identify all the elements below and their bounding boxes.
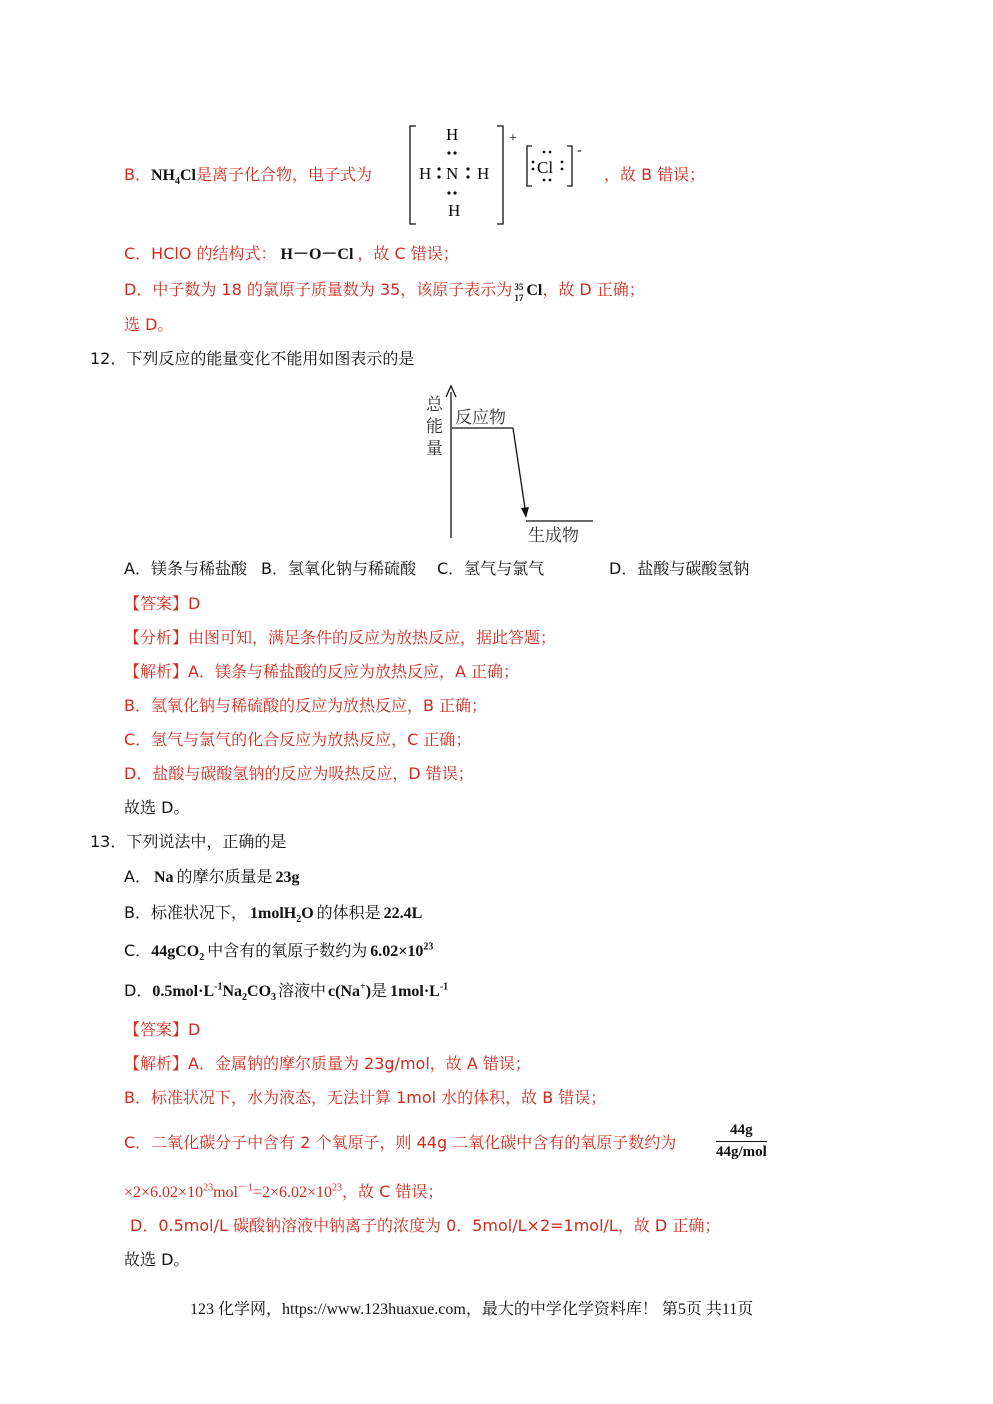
axis-label-char: 量 — [426, 439, 443, 458]
subscript: 2 — [296, 914, 302, 926]
q12-explanation-c: C．氢气与氯气的化合反应为放热反应，C 正确； — [124, 730, 472, 749]
subscript: 2 — [242, 992, 248, 1004]
q12-analysis: 【分析】由图可知，满足条件的反应为放热反应，据此答题； — [124, 628, 557, 647]
charge-minus: - — [577, 143, 582, 158]
option-text: 的体积是 — [316, 903, 381, 922]
q13-explanation-c — [124, 1132, 676, 1154]
lewis-h-right: H — [477, 164, 490, 183]
superscript: + — [360, 981, 366, 993]
mass-number: 35 — [514, 282, 524, 292]
formula — [328, 983, 371, 1000]
energy-diagram — [415, 382, 605, 550]
electron-dot — [447, 151, 450, 154]
fraction-44g-over-44g-per-mol — [716, 1122, 767, 1161]
option-label: A． — [124, 867, 151, 886]
q11-choice: 选 D。 — [124, 315, 174, 334]
formula-part: 1molH — [249, 905, 297, 922]
formula-part: CO — [247, 983, 272, 1000]
superscript: 23 — [423, 941, 434, 953]
product-label: 生成物 — [528, 526, 579, 545]
atomic-number: 17 — [514, 293, 524, 303]
option-text: 的摩尔质量是 — [176, 867, 273, 886]
formula-part: 6.02×10 — [370, 943, 424, 960]
q13-option-d — [124, 980, 448, 1003]
explanation-text: C．二氧化碳分子中含有 2 个氧原子，则 44g 二氧化碳中含有的氧原子数约为 — [124, 1133, 677, 1152]
axis-label-char: 总 — [426, 395, 443, 414]
formula: 22.4L — [383, 905, 423, 922]
formula — [390, 983, 448, 1000]
superscript: －1 — [237, 1182, 253, 1194]
q11-option-b — [124, 164, 372, 187]
bracket-right — [567, 146, 572, 186]
subscript: 2 — [199, 952, 205, 964]
structural-formula: H－O－Cl — [280, 246, 354, 263]
q12-choice: 故选 D。 — [124, 798, 190, 817]
lewis-n: N — [446, 164, 459, 183]
bracket-left — [410, 126, 416, 224]
formula-part: Na — [222, 983, 243, 1000]
energy-drop-line — [513, 428, 526, 515]
formula: Na — [153, 869, 174, 886]
q12-answer: 【答案】D — [124, 594, 201, 613]
option-text: 是离子化合物，电子式为 — [195, 165, 372, 184]
option-text: ，故 C 错误； — [357, 244, 459, 263]
formula-part: ) — [365, 983, 372, 1000]
subscript: 3 — [271, 992, 277, 1004]
ammonium-chloride-lewis-structure — [405, 118, 605, 230]
element-symbol: Cl — [526, 282, 543, 299]
q12-option-b: B．氢氧化钠与稀硫酸 — [261, 559, 416, 578]
superscript: 23 — [332, 1182, 343, 1194]
denominator: 44g/mol — [716, 1144, 767, 1160]
lewis-h-bottom: H — [448, 201, 461, 220]
electron-dot — [447, 191, 450, 194]
q13-explanation-c-continued — [124, 1181, 443, 1204]
q12-option-d: D．盐酸与碳酸氢钠 — [609, 559, 750, 578]
question-number: 12． — [90, 349, 127, 368]
superscript: 23 — [203, 1182, 214, 1194]
formula-part: 1mol·L — [390, 983, 440, 1000]
q11-option-b-tail: ，故 B 错误； — [604, 165, 706, 184]
explanation-text: ×2×6.02×10 — [124, 1184, 204, 1201]
page-footer: 123 化学网，https://www.123huaxue.com，最大的中学化学资料库！ 第5页 共11页 — [190, 1301, 754, 1318]
option-text: 溶液中 — [278, 981, 327, 1000]
formula-part: c(Na — [328, 983, 361, 1000]
q12-option-c: C．氢气与氯气 — [437, 559, 545, 578]
question-text: 下列反应的能量变化不能用如图表示的是 — [126, 349, 415, 368]
formula-part: 44gCO — [151, 943, 200, 960]
q13-explanation-d: D．0.5mol/L 碳酸钠溶液中钠离子的浓度为 0．5mol/L×2=1mol/L，故 D 正确； — [130, 1216, 721, 1235]
explanation-text: mol — [213, 1184, 238, 1201]
formula — [370, 943, 433, 960]
q13-answer: 【答案】D — [124, 1020, 201, 1039]
option-text: 是 — [371, 981, 388, 1000]
lewis-h-left: H — [419, 164, 432, 183]
charge-plus: + — [509, 131, 517, 146]
q12-explanation-a: 【解析】A．镁条与稀盐酸的反应为放热反应，A 正确； — [124, 662, 519, 681]
formula — [152, 981, 277, 1004]
option-text: 中含有的氧原子数约为 — [207, 941, 368, 960]
formula-nh4cl: $NH_4Cl$ — [150, 167, 196, 188]
option-text: B．标准状况下， — [124, 903, 247, 922]
q13-option-c — [124, 940, 433, 963]
superscript: -1 — [214, 981, 223, 993]
arrow-head — [521, 507, 529, 518]
nuclide-symbol — [514, 280, 542, 302]
numerator: 44g — [716, 1122, 767, 1142]
q13-option-a — [124, 866, 300, 889]
formula — [151, 943, 205, 964]
explanation-text: =2×6.02×10 — [252, 1184, 333, 1201]
bracket-right — [497, 126, 503, 224]
q13-choice: 故选 D。 — [124, 1250, 190, 1269]
formula-part: O — [301, 905, 314, 922]
option-label: D． — [124, 981, 153, 1000]
q13-explanation-b: B．标准状况下，水为液态，无法计算 1mol 水的体积，故 B 错误； — [124, 1088, 607, 1107]
axis-label-char: 能 — [426, 417, 443, 436]
bracket-left — [527, 146, 532, 186]
formula: 23g — [275, 869, 300, 886]
q12-explanation-b: B．氢氧化钠与稀硫酸的反应为放热反应，B 正确； — [124, 696, 488, 715]
question-text: 下列说法中，正确的是 — [126, 832, 287, 851]
q11-option-d — [124, 279, 645, 302]
superscript: -1 — [439, 981, 449, 993]
electron-dot — [453, 191, 456, 194]
option-text: C．HClO 的结构式： — [124, 244, 277, 263]
explanation-text: ，故 C 错误； — [342, 1182, 444, 1201]
q11-option-c — [124, 243, 459, 266]
electron-dot — [453, 151, 456, 154]
q12-stem — [90, 348, 414, 370]
option-label: C． — [124, 941, 152, 960]
lewis-h-top: H — [446, 125, 459, 144]
q12-explanation-d: D．盐酸与碳酸氢钠的反应为吸热反应，D 错误； — [124, 764, 474, 783]
q13-option-b — [124, 902, 422, 925]
q13-explanation-a: 【解析】A．金属钠的摩尔质量为 23g/mol，故 A 错误； — [124, 1054, 531, 1073]
q13-stem — [90, 831, 286, 853]
option-label: B． — [124, 165, 151, 184]
reactant-label: 反应物 — [455, 408, 506, 427]
lewis-cl: Cl — [537, 158, 554, 177]
formula — [249, 905, 314, 926]
question-number: 13． — [90, 832, 127, 851]
option-text: ，故 D 正确； — [542, 280, 645, 299]
option-text: D．中子数为 18 的氯原子质量数为 35，该原子表示为 — [124, 280, 513, 299]
formula-part: 0.5mol·L — [152, 983, 215, 1000]
q12-option-a: A．镁条与稀盐酸 — [124, 559, 247, 578]
